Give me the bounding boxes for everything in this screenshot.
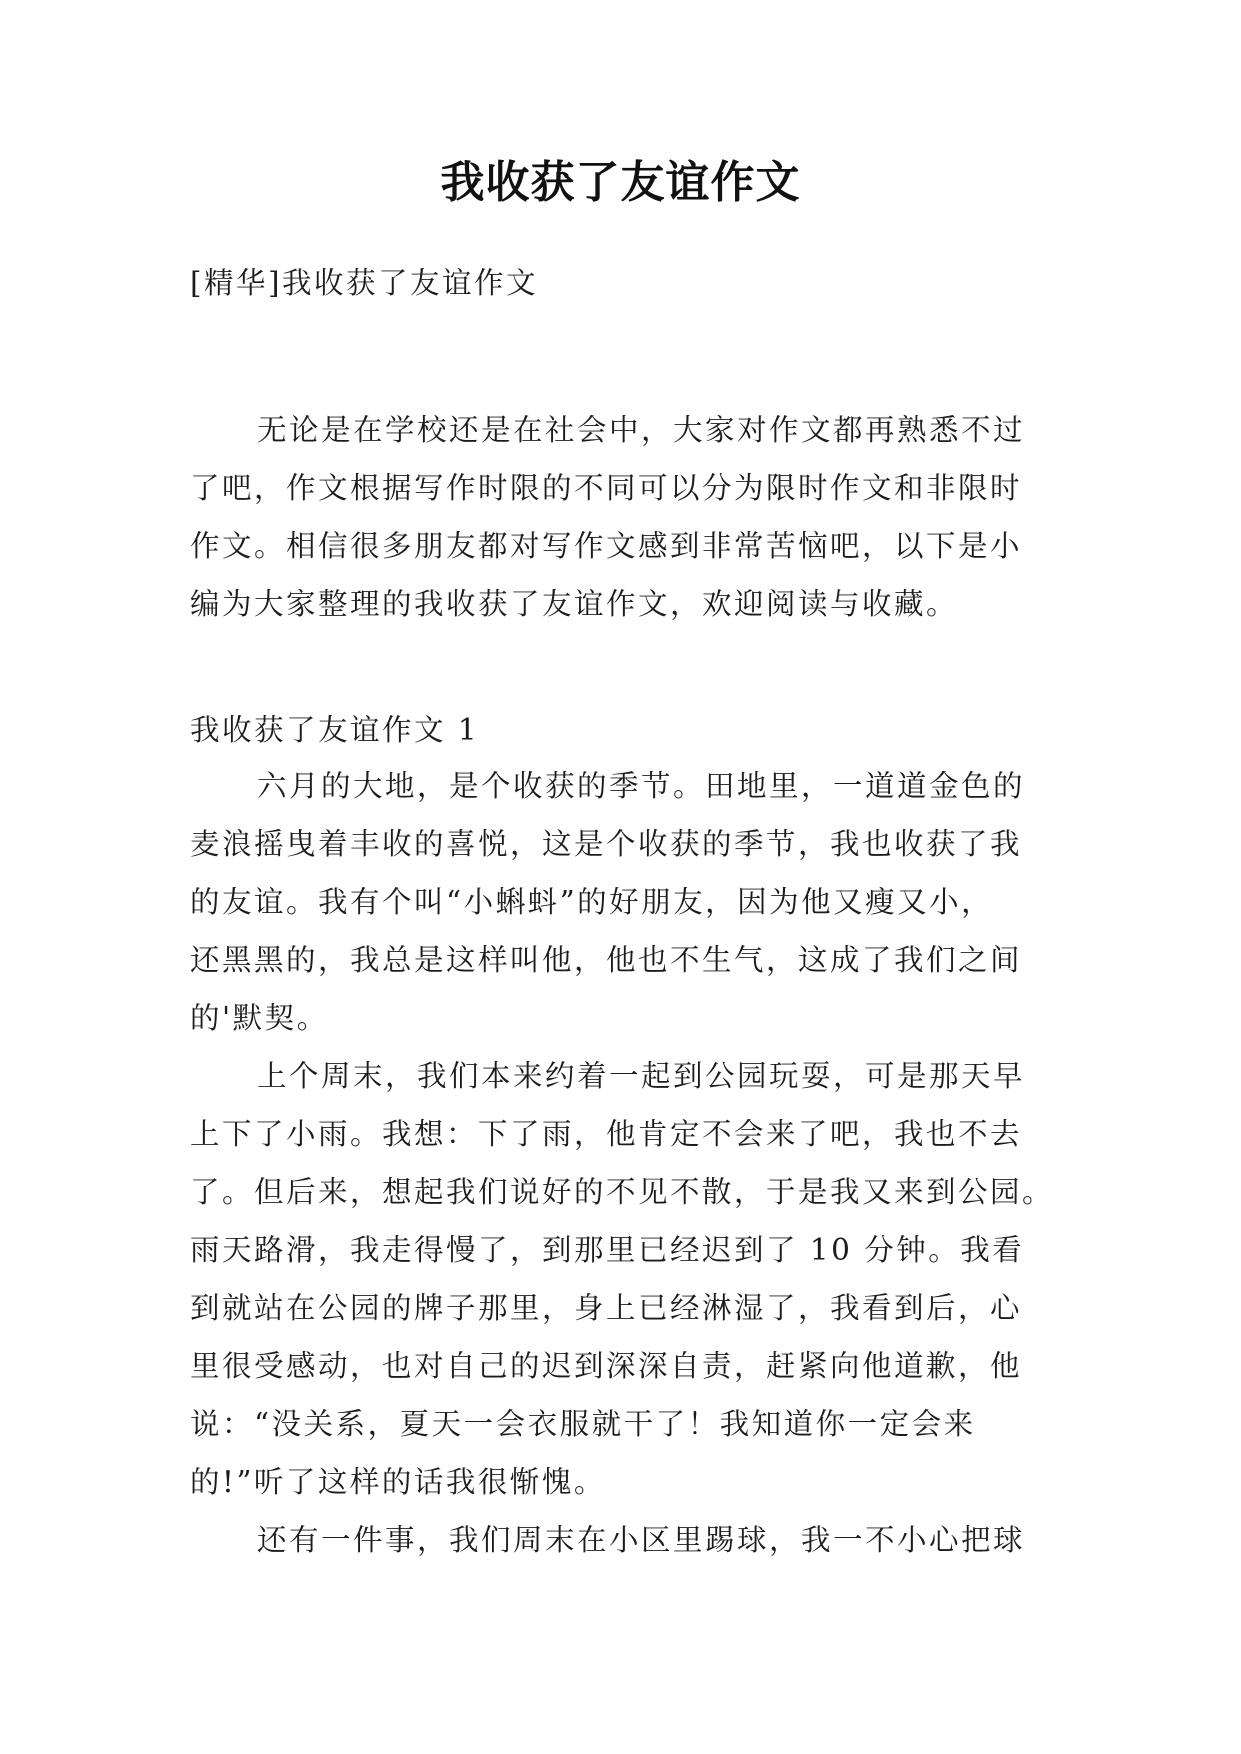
paragraph-2-line: 上个周末，我们本来约着一起到公园玩耍，可是那天早 — [257, 1059, 1026, 1093]
paragraph-2-line: 里很受感动，也对自己的迟到深深自责，赶紧向他道歉，他 — [190, 1349, 1023, 1383]
section-heading: 我收获了友谊作文 1 — [190, 713, 480, 747]
paragraph-1-line: 麦浪摇曳着丰收的喜悦，这是个收获的季节，我也收获了我 — [190, 827, 1023, 861]
intro-line: 无论是在学校还是在社会中，大家对作文都再熟悉不过 — [257, 413, 1026, 447]
document-subtitle: [精华]我收获了友谊作文 — [190, 266, 539, 300]
paragraph-1-line: 六月的大地，是个收获的季节。田地里，一道道金色的 — [257, 769, 1026, 803]
paragraph-1-line: 还黑黑的，我总是这样叫他，他也不生气，这成了我们之间 — [190, 943, 1023, 977]
intro-line: 编为大家整理的我收获了友谊作文，欢迎阅读与收藏。 — [190, 587, 959, 621]
paragraph-2-line: 说：“没关系，夏天一会衣服就干了！我知道你一定会来 — [190, 1407, 976, 1441]
paragraph-3-line: 还有一件事，我们周末在小区里踢球，我一不小心把球 — [257, 1523, 1026, 1557]
document-title: 我收获了友谊作文 — [440, 157, 801, 208]
paragraph-1-line: 的友谊。我有个叫“小蝌蚪”的好朋友，因为他又瘦又小， — [190, 885, 994, 919]
intro-line: 了吧，作文根据写作时限的不同可以分为限时作文和非限时 — [190, 471, 1023, 505]
paragraph-1-line: 的'默契。 — [190, 1001, 329, 1035]
paragraph-2-line: 雨天路滑，我走得慢了，到那里已经迟到了 10 分钟。我看 — [190, 1233, 1025, 1267]
paragraph-2-line: 到就站在公园的牌子那里，身上已经淋湿了，我看到后，心 — [190, 1291, 1023, 1325]
paragraph-2-line: 了。但后来，想起我们说好的不见不散，于是我又来到公园。 — [190, 1175, 1055, 1209]
paragraph-2-line: 的!”听了这样的话我很惭愧。 — [190, 1465, 606, 1499]
intro-line: 作文。相信很多朋友都对写作文感到非常苦恼吧，以下是小 — [190, 529, 1023, 563]
paragraph-2-line: 上下了小雨。我想：下了雨，他肯定不会来了吧，我也不去 — [190, 1117, 1023, 1151]
